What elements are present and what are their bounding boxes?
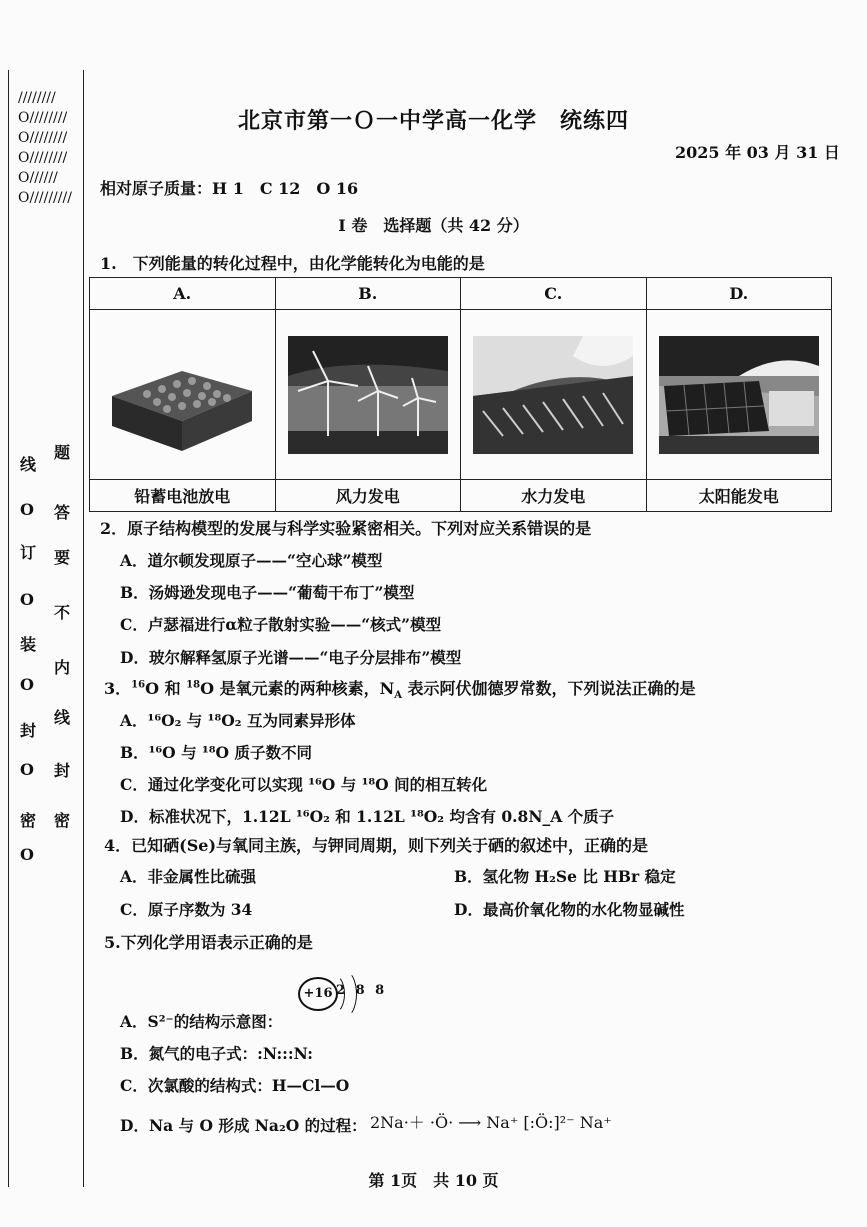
seal-char: O — [20, 760, 34, 779]
image-cell — [646, 310, 832, 480]
seal-char: 装 — [20, 635, 37, 654]
image-cell — [275, 310, 461, 480]
option-caption: 风力发电 — [275, 480, 461, 512]
image-cell — [90, 310, 276, 480]
seal-char: 密 — [20, 811, 37, 830]
stem-text: 表示阿伏伽德罗常数，下列说法正确的是 — [401, 679, 696, 698]
seal-char: 内 — [54, 658, 71, 677]
mass-number: 18 — [186, 679, 201, 691]
option-header: D. — [646, 278, 832, 310]
question-2-option-a: A．道尔顿发现原子——“空心球”模型 — [120, 551, 383, 570]
page-number: 第 1页 共 10 页 — [368, 1171, 499, 1190]
subscript: A — [394, 690, 402, 702]
question-4-stem: 4．已知硒(Se)与氧同主族，与钾同周期，则下列关于硒的叙述中，正确的是 — [104, 836, 649, 855]
question-5-option-a: A．S²⁻的结构示意图： — [120, 1012, 283, 1031]
stem-text: O 和 — [145, 679, 187, 698]
question-5-option-b: B．氮气的电子式：:N:::N: — [120, 1044, 313, 1063]
question-5-option-c: C．次氯酸的结构式：H—Cl—O — [120, 1076, 350, 1095]
seal-char: 不 — [54, 603, 71, 622]
wind-turbines-photo — [288, 336, 448, 454]
seal-char: O — [20, 675, 34, 694]
question-3-option-b: B．¹⁶O 与 ¹⁸O 质子数不同 — [120, 743, 312, 762]
lead-acid-battery-photo — [102, 336, 262, 454]
nucleus-circle: +16 — [298, 977, 338, 1011]
question-1-stem: 1. 下列能量的转化过程中，由化学能转化为电能的是 — [100, 254, 485, 273]
seal-char: 线 — [20, 455, 37, 474]
stem-text: O 是氧元素的两种核素，N — [200, 679, 395, 698]
question-4-option-b: B．氢化物 H₂Se 比 HBr 稳定 — [454, 867, 676, 886]
seal-char: 封 — [54, 761, 71, 780]
seal-char: 要 — [54, 548, 71, 567]
option-caption: 太阳能发电 — [646, 480, 832, 512]
electron-shell-counts: 2 8 8 — [336, 983, 388, 998]
question-2-stem: 2．原子结构模型的发展与科学实验紧密相关。下列对应关系错误的是 — [100, 519, 592, 538]
seal-char: 封 — [20, 721, 37, 740]
option-caption: 水力发电 — [461, 480, 647, 512]
option-header: B. — [275, 278, 461, 310]
solar-panels-photo — [659, 336, 819, 454]
option-header: C. — [461, 278, 647, 310]
seal-char: 密 — [54, 811, 71, 830]
binding-edge-line — [8, 70, 9, 1187]
question-number: 3． — [104, 679, 132, 698]
seal-char: 线 — [54, 708, 71, 727]
relative-atomic-mass: 相对原子质量：H 1 C 12 O 16 — [100, 179, 359, 198]
question-3-option-d: D．标准状况下，1.12L ¹⁶O₂ 和 1.12L ¹⁸O₂ 均含有 0.8N_A 个质子 — [120, 807, 615, 826]
page-title: 北京市第一Ｏ一中学高一化学 统练四 — [237, 108, 629, 134]
binding-inner-line — [83, 70, 84, 1187]
seal-char: O — [20, 590, 34, 609]
question-2-option-b: B．汤姆逊发现电子——“葡萄干布丁”模型 — [120, 583, 415, 602]
question-2-option-c: C．卢瑟福进行α粒子散射实验——“核式”模型 — [120, 615, 442, 634]
seal-char: 答 — [54, 503, 71, 522]
option-caption: 铅蓄电池放电 — [90, 480, 276, 512]
section-heading: I 卷 选择题（共 42 分） — [338, 216, 529, 235]
question-4-option-a: A．非金属性比硫强 — [120, 867, 257, 886]
question-3-stem — [104, 676, 696, 701]
question-5-stem: 5.下列化学用语表示正确的是 — [104, 933, 313, 952]
option-header: A. — [90, 278, 276, 310]
question-2-option-d: D．玻尔解释氢原子光谱——“电子分层排布”模型 — [120, 648, 462, 667]
image-cell — [461, 310, 647, 480]
question-3-option-c: C．通过化学变化可以实现 ¹⁶O 与 ¹⁸O 间的相互转化 — [120, 775, 488, 794]
seal-char: O — [20, 845, 34, 864]
question-5-option-d: D．Na 与 O 形成 Na₂O 的过程： — [120, 1116, 367, 1135]
electron-dot-formula: 2Na·＋ ·Ö· ⟶ Na⁺ [:Ö:]²⁻ Na⁺ — [370, 1113, 612, 1132]
question-4-option-c: C．原子序数为 34 — [120, 900, 253, 919]
question-4-option-d: D．最高价氧化物的水化物显碱性 — [454, 900, 685, 919]
seal-char: 订 — [20, 543, 37, 562]
seal-char: O — [20, 500, 34, 519]
question-1-table — [89, 277, 832, 512]
question-3-option-a: A．¹⁶O₂ 与 ¹⁸O₂ 互为同素异形体 — [120, 711, 356, 730]
mass-number: 16 — [131, 679, 146, 691]
exam-date: 2025 年 03 月 31 日 — [675, 143, 840, 162]
seal-char: 题 — [54, 443, 71, 462]
hydro-dam-photo — [473, 336, 633, 454]
perforation-marks: ////////O////////O////////O////////O//////O///////// — [18, 90, 72, 206]
